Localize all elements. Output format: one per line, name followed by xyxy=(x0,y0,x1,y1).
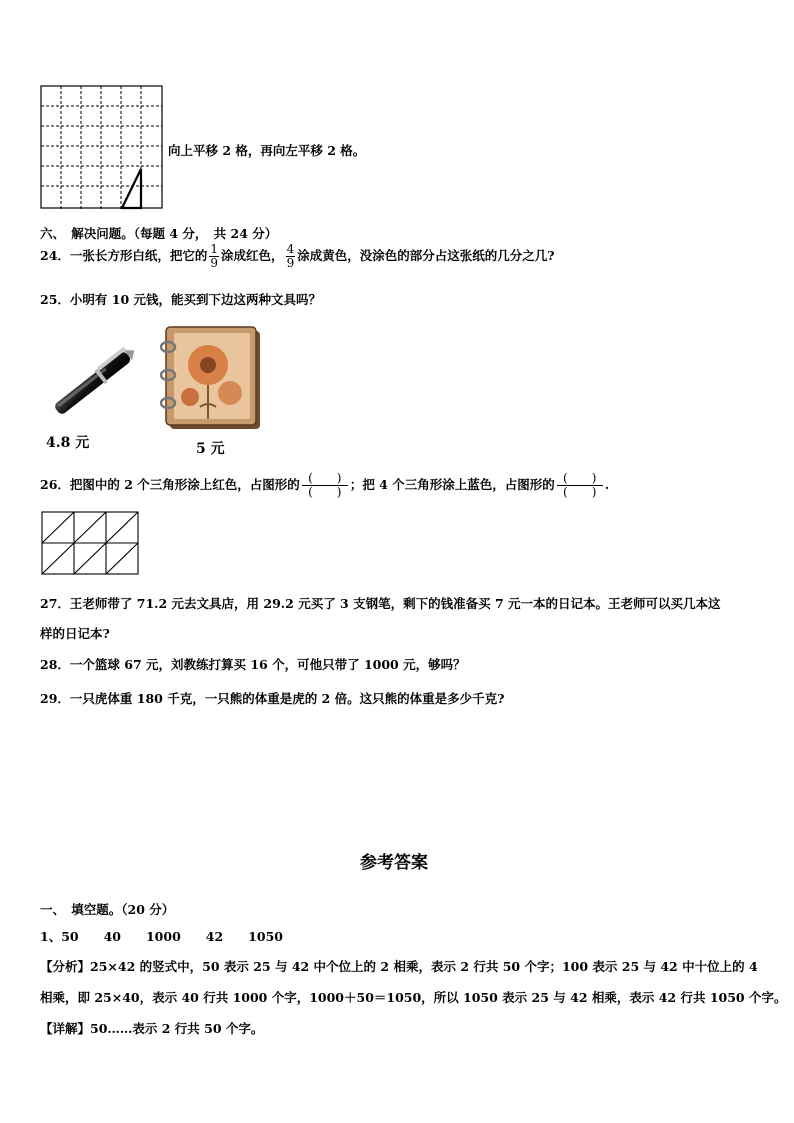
notebook-price: 5 元 xyxy=(196,441,225,457)
notebook-image xyxy=(160,323,262,433)
fraction-1-9: $\frac{1}{9}$ xyxy=(210,242,219,270)
pen-price: 4.8 元 xyxy=(46,435,90,451)
answer-1: 1、50 40 1000 42 1050 xyxy=(40,929,283,944)
question-26 xyxy=(40,472,609,499)
section6-heading: 六、 解决问题。（每题 4 分， 共 24 分） xyxy=(40,226,278,241)
question-25: 25．小明有 10 元钱，能买到下边这两种文具吗？ xyxy=(40,292,321,307)
question-24 xyxy=(40,243,555,270)
q24-suffix: 涂成黄色，没涂色的部分占这张纸的几分之几? xyxy=(297,248,555,263)
q23-instruction: 向上平移 2 格，再向左平移 2 格。 xyxy=(168,143,366,158)
question-28: 28．一个篮球 67 元，刘教练打算买 16 个，可他只带了 1000 元，够吗？ xyxy=(40,657,466,672)
translation-grid xyxy=(40,85,166,211)
question-27-line2: 样的日记本? xyxy=(40,626,110,641)
q24-mid: 涂成红色， xyxy=(221,248,284,263)
answers-title: 参考答案 xyxy=(360,853,428,873)
triangle-grid xyxy=(40,510,142,576)
analysis-line2: 相乘，即 25×40，表示 40 行共 1000 个字，1000＋50＝1050，所以 1050 表示 25 与 42 相乘，表示 42 行共 1050 个字。 xyxy=(40,990,787,1005)
fraction-4-9: $\frac{4}{9}$ xyxy=(286,242,295,270)
answer-fraction-blank-1[interactable]: $\frac{( )}{( )}$ xyxy=(302,472,348,499)
q26-end: . xyxy=(604,477,610,492)
pen-image xyxy=(42,335,147,425)
grid-triangle xyxy=(122,169,141,208)
analysis-line1: 【分析】25×42 的竖式中，50 表示 25 与 42 中个位上的 2 相乘，表示 2 行共 50 个字；100 表示 25 与 42 中十位上的 4 xyxy=(40,959,758,974)
answer-fraction-blank-2[interactable]: $\frac{( )}{( )}$ xyxy=(557,472,603,499)
q24-prefix: 24．一张长方形白纸，把它的 xyxy=(40,248,208,263)
detail-line: 【详解】50……表示 2 行共 50 个字。 xyxy=(40,1021,264,1036)
q26-part1: 26．把图中的 2 个三角形涂上红色，占图形的 xyxy=(40,477,300,492)
q26-part2: ；把 4 个三角形涂上蓝色，占图形的 xyxy=(349,477,555,492)
question-29: 29．一只虎体重 180 千克，一只熊的体重是虎的 2 倍。这只熊的体重是多少千克? xyxy=(40,691,505,706)
answers-section1: 一、 填空题。（20 分） xyxy=(40,902,175,917)
question-27-line1: 27．王老师带了 71.2 元去文具店，用 29.2 元买了 3 支钢笔，剩下的钱准备买 7 元一本的日记本。王老师可以买几本这 xyxy=(40,596,721,611)
